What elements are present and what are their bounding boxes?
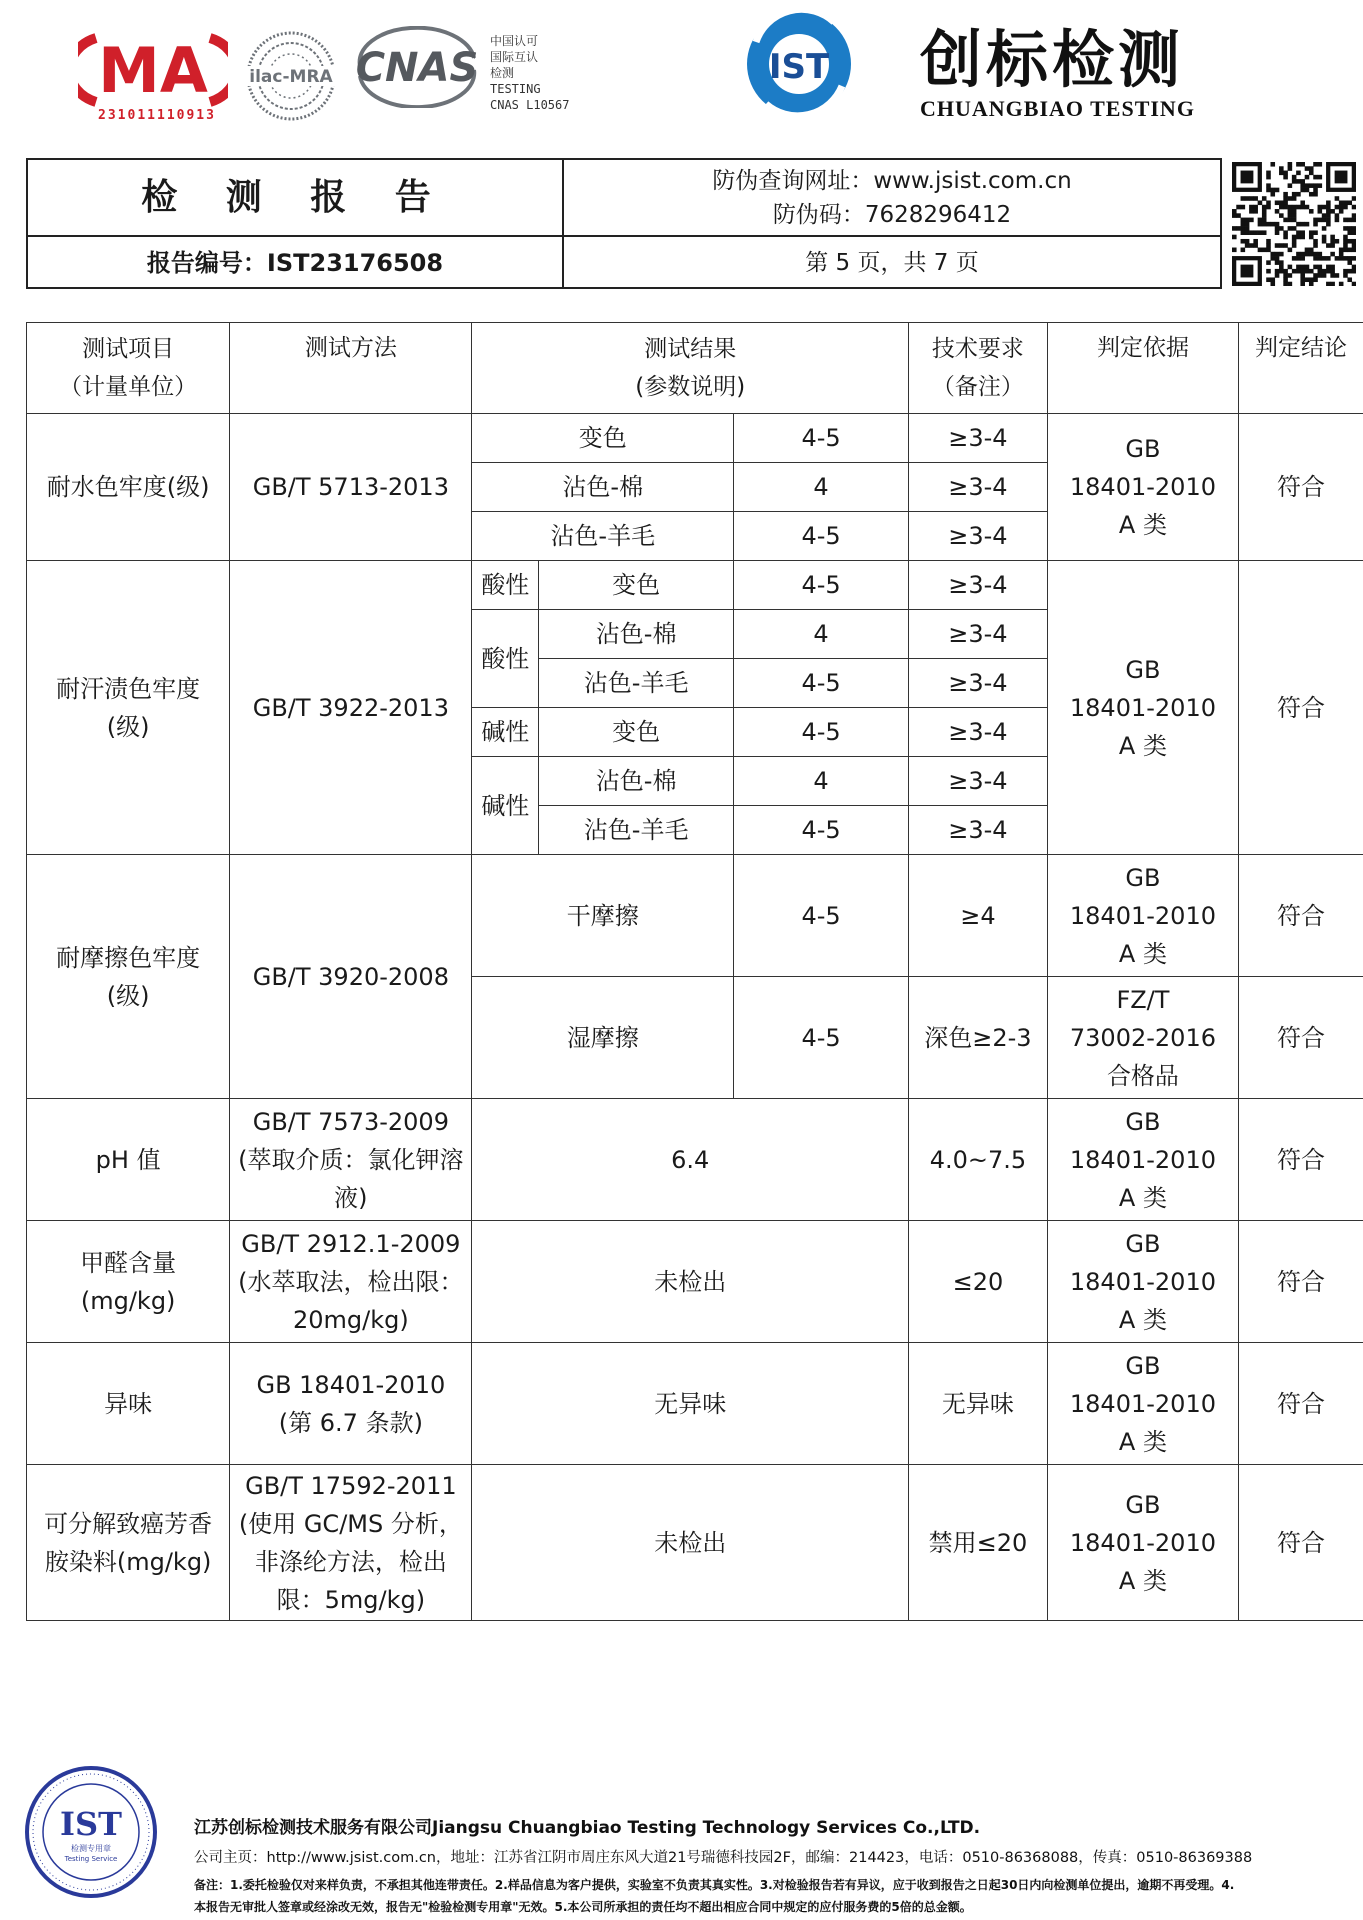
header-conclusion: 判定结论 (1239, 323, 1363, 414)
item-azo-dyes: 可分解致癌芳香 胺染料(mg/kg) (27, 1465, 230, 1621)
table-row (27, 1221, 1363, 1343)
basis-water-fastness: GB 18401-2010 A 类 (1047, 414, 1238, 561)
value-cell: 4-5 (734, 806, 909, 855)
value-cell: 4 (734, 610, 909, 659)
anti-fake-info (564, 164, 1220, 232)
table-row (27, 855, 1363, 977)
basis-ph: GB 18401-2010 A 类 (1047, 1099, 1238, 1221)
header-basis: 判定依据 (1047, 323, 1238, 414)
param-cell: 变色 (539, 561, 734, 610)
testing-seal-stamp (22, 1763, 160, 1901)
value-cell: 4 (734, 757, 909, 806)
method-ph: GB/T 7573-2009 (萃取介质：氯化钾溶 液) (230, 1099, 472, 1221)
method-azo-dyes: GB/T 17592-2011 (使用 GC/MS 分析， 非涤纶方法，检出 限：5mg/kg) (230, 1465, 472, 1621)
table-row (27, 1465, 1363, 1621)
req-cell: ≥3-4 (909, 659, 1048, 708)
item-water-fastness: 耐水色牢度(级) (27, 414, 230, 561)
req-cell: ≥3-4 (909, 610, 1048, 659)
alkali-label: 碱性 (472, 757, 539, 855)
basis-odor: GB 18401-2010 A 类 (1047, 1343, 1238, 1465)
footer-address: 公司主页：http://www.jsist.com.cn，地址：江苏省江阴市周庄东风大道21号瑞德科技园2F，邮编：214423，电话：0510-86368088，传真：0510-86369388 (194, 1850, 1253, 1866)
conclusion-formaldehyde: 符合 (1239, 1221, 1363, 1343)
value-cell: 4-5 (734, 977, 909, 1099)
req-cell: ≥3-4 (909, 757, 1048, 806)
cnas-accreditation-note: 中国认可 国际互认 检测 TESTING CNAS L10567 (490, 34, 570, 112)
table-header-row (27, 323, 1363, 414)
param-cell: 变色 (539, 708, 734, 757)
table-row (27, 1099, 1363, 1221)
svg-text:Testing Service: Testing Service (64, 1855, 118, 1863)
req-cell: ≥4 (909, 855, 1048, 977)
req-azo-dyes: 禁用≤20 (909, 1465, 1048, 1621)
param-cell: 湿摩擦 (472, 977, 734, 1099)
qr-code-icon (1232, 162, 1356, 286)
req-ph: 4.0~7.5 (909, 1099, 1048, 1221)
value-cell: 4-5 (734, 512, 909, 561)
basis-perspiration-fastness: GB 18401-2010 A 类 (1047, 561, 1238, 855)
ist-mark: IST (768, 47, 830, 87)
table-row (27, 561, 1363, 610)
acid-label: 酸性 (472, 561, 539, 610)
basis-formaldehyde: GB 18401-2010 A 类 (1047, 1221, 1238, 1343)
basis-dry-rubbing: GB 18401-2010 A 类 (1047, 855, 1238, 977)
alkali-label: 碱性 (472, 708, 539, 757)
value-cell: 4-5 (734, 414, 909, 463)
seal-mark: IST (60, 1805, 122, 1843)
item-rubbing-fastness: 耐摩擦色牢度 (级) (27, 855, 230, 1099)
page-indicator: 第 5 页，共 7 页 (805, 250, 979, 276)
method-perspiration-fastness: GB/T 3922-2013 (230, 561, 472, 855)
value-odor: 无异味 (472, 1343, 909, 1465)
report-number: 报告编号：IST23176508 (146, 249, 444, 277)
item-ph: pH 值 (27, 1099, 230, 1221)
method-formaldehyde: GB/T 2912.1-2009 (水萃取法，检出限： 20mg/kg) (230, 1221, 472, 1343)
conclusion-dry-rubbing: 符合 (1239, 855, 1363, 977)
value-ph: 6.4 (472, 1099, 909, 1221)
ilac-mark: ilac-MRA (249, 67, 333, 87)
value-cell: 4-5 (734, 708, 909, 757)
item-odor: 异味 (27, 1343, 230, 1465)
conclusion-ph: 符合 (1239, 1099, 1363, 1221)
req-cell: ≥3-4 (909, 512, 1048, 561)
cnas-mark: CNAS (355, 45, 479, 91)
cma-number: 231011110913 (98, 108, 216, 123)
item-formaldehyde: 甲醛含量 (mg/kg) (27, 1221, 230, 1343)
method-odor: GB 18401-2010 (第 6.7 条款) (230, 1343, 472, 1465)
svg-text:检测专用章: 检测专用章 (71, 1844, 111, 1853)
param-cell: 沾色-棉 (539, 610, 734, 659)
cma-logo (78, 30, 228, 125)
ilac-mra-logo (242, 30, 340, 122)
method-water-fastness: GB/T 5713-2013 (230, 414, 472, 561)
param-cell: 干摩擦 (472, 855, 734, 977)
value-cell: 4-5 (734, 659, 909, 708)
req-cell: ≥3-4 (909, 708, 1048, 757)
anti-fake-url: 防伪查询网址：www.jsist.com.cn (712, 168, 1072, 194)
header-requirement: 技术要求 （备注） (909, 323, 1048, 414)
param-cell: 沾色-羊毛 (539, 806, 734, 855)
test-results-table (26, 322, 1363, 1621)
cma-mark: MA (98, 34, 208, 107)
anti-fake-code: 防伪码：7628296412 (772, 202, 1012, 228)
value-cell: 4-5 (734, 855, 909, 977)
acid-label: 酸性 (472, 610, 539, 708)
brand-name-en: CHUANGBIAO TESTING (920, 96, 1195, 121)
value-formaldehyde: 未检出 (472, 1221, 909, 1343)
table-row (27, 1343, 1363, 1465)
req-cell: ≥3-4 (909, 414, 1048, 463)
req-cell: ≥3-4 (909, 806, 1048, 855)
conclusion-odor: 符合 (1239, 1343, 1363, 1465)
header-method: 测试方法 (230, 323, 472, 414)
item-perspiration-fastness: 耐汗渍色牢度 (级) (27, 561, 230, 855)
ist-logo (738, 2, 860, 122)
footer-note-line-1: 备注：1.委托检验仅对来样负责，不承担其他连带责任。2.样品信息为客户提供，实验室不负责其真实性。3.对检验报告若有异议，应于收到报告之日起30日内向检测单位提出，逾期不再受理。4. (194, 1878, 1235, 1892)
req-cell: 深色≥2-3 (909, 977, 1048, 1099)
header-item: 测试项目 （计量单位） (27, 323, 230, 414)
method-rubbing-fastness: GB/T 3920-2008 (230, 855, 472, 1099)
footer-company: 江苏创标检测技术服务有限公司Jiangsu Chuangbiao Testing Technology Services Co.,LTD. (194, 1818, 981, 1838)
req-cell: ≥3-4 (909, 463, 1048, 512)
value-azo-dyes: 未检出 (472, 1465, 909, 1621)
value-cell: 4 (734, 463, 909, 512)
param-cell: 沾色-羊毛 (539, 659, 734, 708)
conclusion-perspiration-fastness: 符合 (1239, 561, 1363, 855)
param-cell: 沾色-棉 (472, 463, 734, 512)
value-cell: 4-5 (734, 561, 909, 610)
req-odor: 无异味 (909, 1343, 1048, 1465)
basis-azo-dyes: GB 18401-2010 A 类 (1047, 1465, 1238, 1621)
table-row (27, 414, 1363, 463)
param-cell: 沾色-羊毛 (472, 512, 734, 561)
req-formaldehyde: ≤20 (909, 1221, 1048, 1343)
conclusion-water-fastness: 符合 (1239, 414, 1363, 561)
conclusion-azo-dyes: 符合 (1239, 1465, 1363, 1621)
param-cell: 变色 (472, 414, 734, 463)
report-header-box (26, 158, 1222, 289)
cnas-logo (352, 26, 482, 108)
req-cell: ≥3-4 (909, 561, 1048, 610)
footer-note-line-2: 本报告无审批人签章或经涂改无效，报告无"检验检测专用章"无效。5.本公司所承担的责任均不超出相应合同中规定的应付服务费的5倍的总金额。 (194, 1900, 972, 1914)
brand-name-cn: 创标检测 (920, 23, 1185, 96)
basis-wet-rubbing: FZ/T 73002-2016 合格品 (1047, 977, 1238, 1099)
conclusion-wet-rubbing: 符合 (1239, 977, 1363, 1099)
param-cell: 沾色-棉 (539, 757, 734, 806)
header-result: 测试结果 (参数说明) (472, 323, 909, 414)
report-title: 检 测 报 告 (141, 176, 449, 218)
